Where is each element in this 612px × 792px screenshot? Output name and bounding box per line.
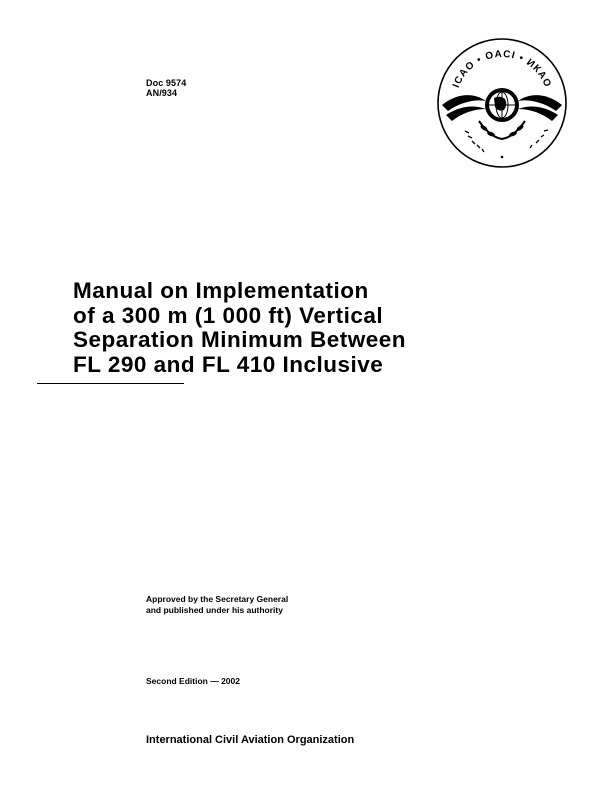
logo-ring-text: ICAO • OACI • ИКАО <box>450 48 554 90</box>
title-line-2: of a 300 m (1 000 ft) Vertical <box>73 302 384 328</box>
publisher-name: International Civil Aviation Organization <box>146 734 355 746</box>
title-line-1: Manual on Implementation <box>73 278 369 303</box>
svg-text:ICAO • OACI • ИКАО <box>451 49 553 90</box>
document-number-block <box>146 78 186 98</box>
icao-emblem-icon <box>434 35 570 171</box>
approval-line-1: Approved by the Secretary General <box>146 594 289 604</box>
doc-number: Doc 9574 <box>146 78 187 88</box>
document-title <box>73 279 553 377</box>
title-line-3: Separation Minimum Between <box>73 327 407 352</box>
edition-label: Second Edition — 2002 <box>146 676 240 686</box>
title-line-4: FL 290 and FL 410 Inclusive <box>73 351 384 377</box>
approval-line-2: and published under his authority <box>146 605 283 615</box>
title-underline-rule <box>37 383 184 384</box>
series-number: AN/934 <box>146 88 178 98</box>
approval-statement <box>146 594 288 616</box>
